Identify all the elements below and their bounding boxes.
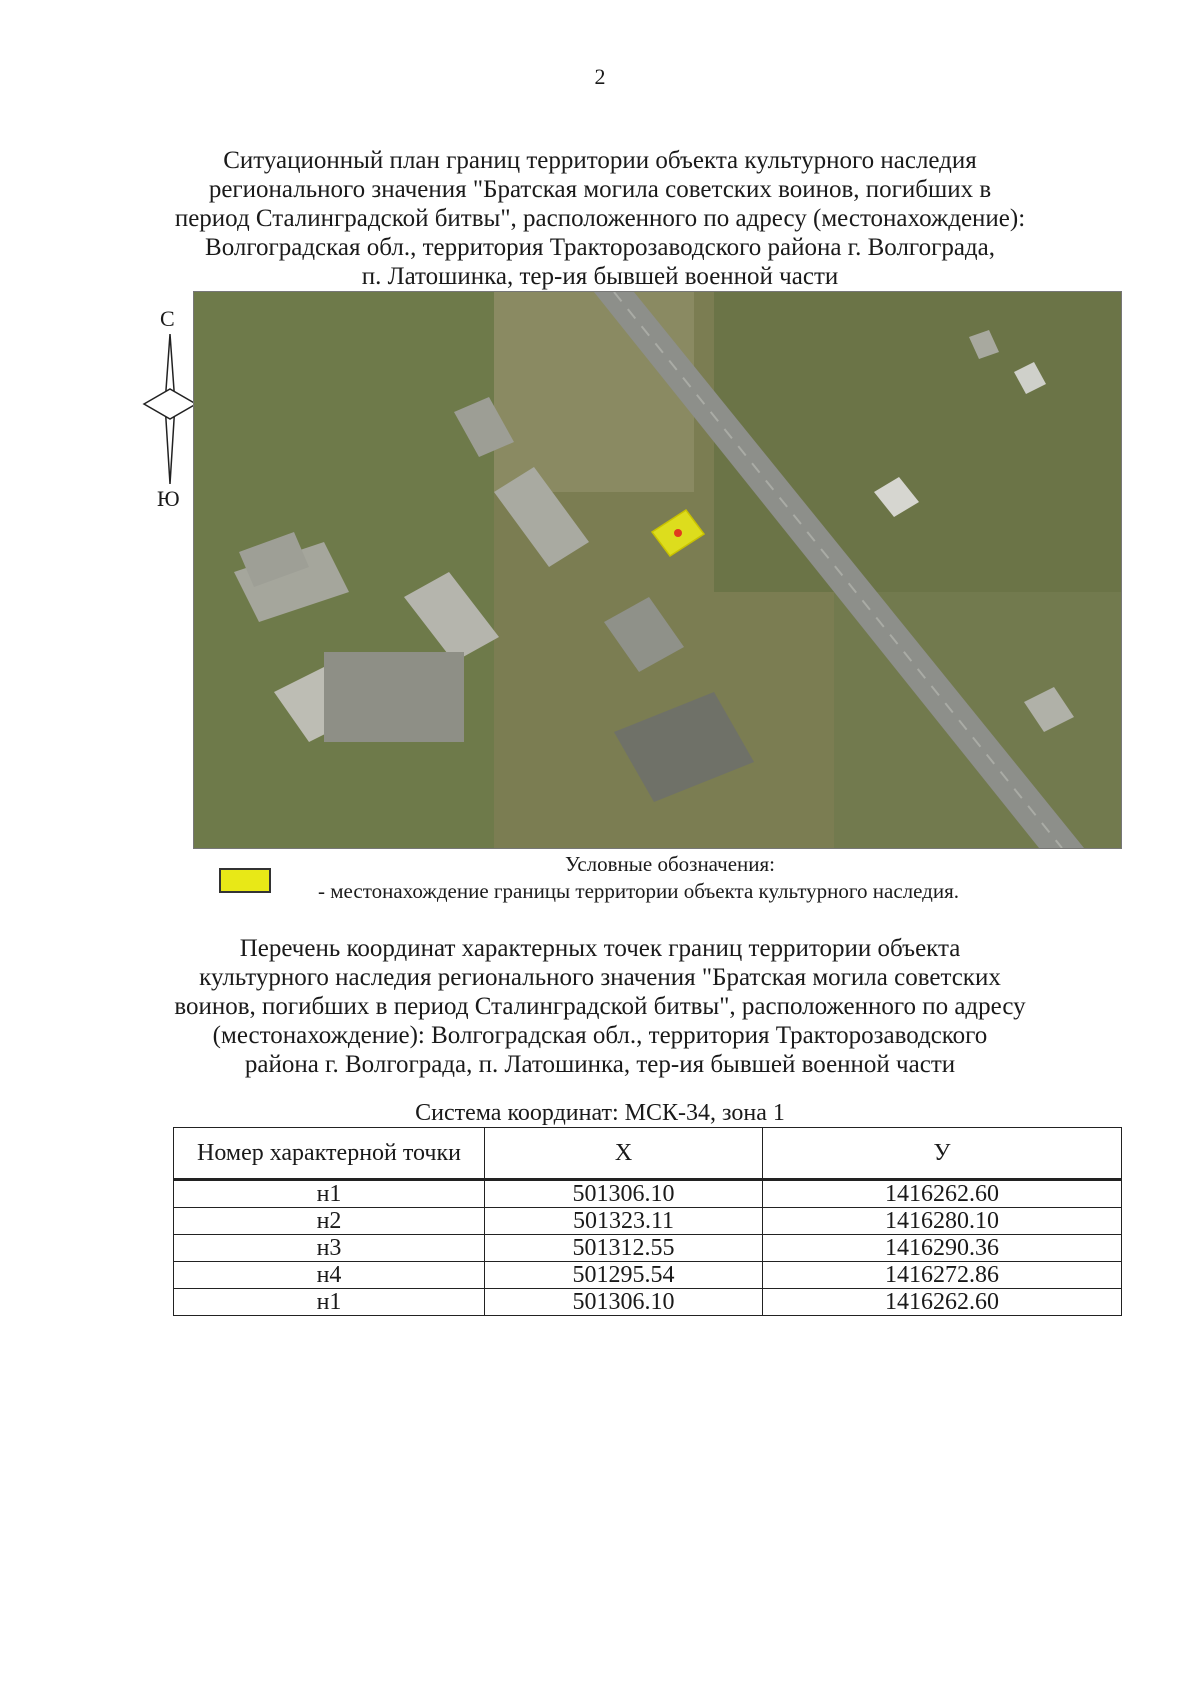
compass-south-label: Ю	[157, 486, 180, 511]
vegetation-area	[194, 292, 494, 848]
plan-title-line: период Сталинградской битвы", расположенного по адресу (местонахождение):	[174, 205, 1026, 232]
coordinates-table	[173, 1127, 1122, 1316]
table-row	[174, 1208, 1122, 1235]
heritage-marker	[674, 529, 682, 537]
column-header-y: У	[763, 1128, 1122, 1180]
column-header-point: Номер характерной точки	[174, 1128, 485, 1180]
compass-north-label: С	[160, 306, 175, 331]
coordinates-title-line: (местонахождение): Волгоградская обл., территория Тракторозаводского	[212, 1022, 988, 1049]
page-number: 2	[594, 64, 606, 89]
y-coordinate: 1416272.86	[763, 1262, 1122, 1289]
yard	[324, 652, 464, 742]
x-coordinate: 501306.10	[485, 1289, 763, 1316]
table-row	[174, 1235, 1122, 1262]
x-coordinate: 501312.55	[485, 1235, 763, 1262]
coordinates-title-line: района г. Волгограда, п. Латошинка, тер-ия бывшей военной части	[244, 1051, 956, 1078]
legend-item-text: - местонахождение границы территории объекта культурного наследия.	[318, 879, 959, 903]
coordinates-title	[150, 934, 1050, 1079]
vegetation-area	[714, 292, 1121, 592]
plan-title-line: регионального значения "Братская могила советских воинов, погибших в	[208, 176, 992, 203]
table-row	[174, 1180, 1122, 1208]
plan-title	[150, 146, 1050, 291]
table-row	[174, 1289, 1122, 1316]
legend-swatch	[219, 868, 271, 893]
x-coordinate: 501306.10	[485, 1180, 763, 1208]
point-id: н3	[174, 1235, 485, 1262]
point-id: н4	[174, 1262, 485, 1289]
compass-rose-icon	[140, 334, 200, 484]
coordinates-title-line: Перечень координат характерных точек границ территории объекта	[239, 935, 961, 962]
column-header-x: Х	[485, 1128, 763, 1180]
x-coordinate: 501323.11	[485, 1208, 763, 1235]
table-row	[174, 1262, 1122, 1289]
y-coordinate: 1416290.36	[763, 1235, 1122, 1262]
coordinates-title-line: культурного наследия регионального значения "Братская могила советских	[199, 964, 1001, 991]
y-coordinate: 1416262.60	[763, 1289, 1122, 1316]
satellite-map	[193, 291, 1122, 849]
plan-title-line: Волгоградская обл., территория Тракторозаводского района г. Волгограда,	[205, 234, 995, 261]
plan-title-line: Ситуационный план границ территории объекта культурного наследия	[223, 147, 977, 174]
legend-heading: Условные обозначения:	[564, 852, 776, 876]
satellite-image	[194, 292, 1121, 848]
plan-title-line: п. Латошинка, тер-ия бывшей военной части	[361, 263, 839, 290]
north-arrow	[140, 306, 200, 511]
x-coordinate: 501295.54	[485, 1262, 763, 1289]
coordinates-title-line: воинов, погибших в период Сталинградской битвы", расположенного по адресу	[174, 993, 1026, 1020]
y-coordinate: 1416280.10	[763, 1208, 1122, 1235]
point-id: н2	[174, 1208, 485, 1235]
table-header-row	[174, 1128, 1122, 1180]
point-id: н1	[174, 1180, 485, 1208]
y-coordinate: 1416262.60	[763, 1180, 1122, 1208]
point-id: н1	[174, 1289, 485, 1316]
open-field	[494, 292, 694, 492]
coordinate-system-caption: Система координат: МСК-34, зона 1	[415, 1100, 785, 1126]
